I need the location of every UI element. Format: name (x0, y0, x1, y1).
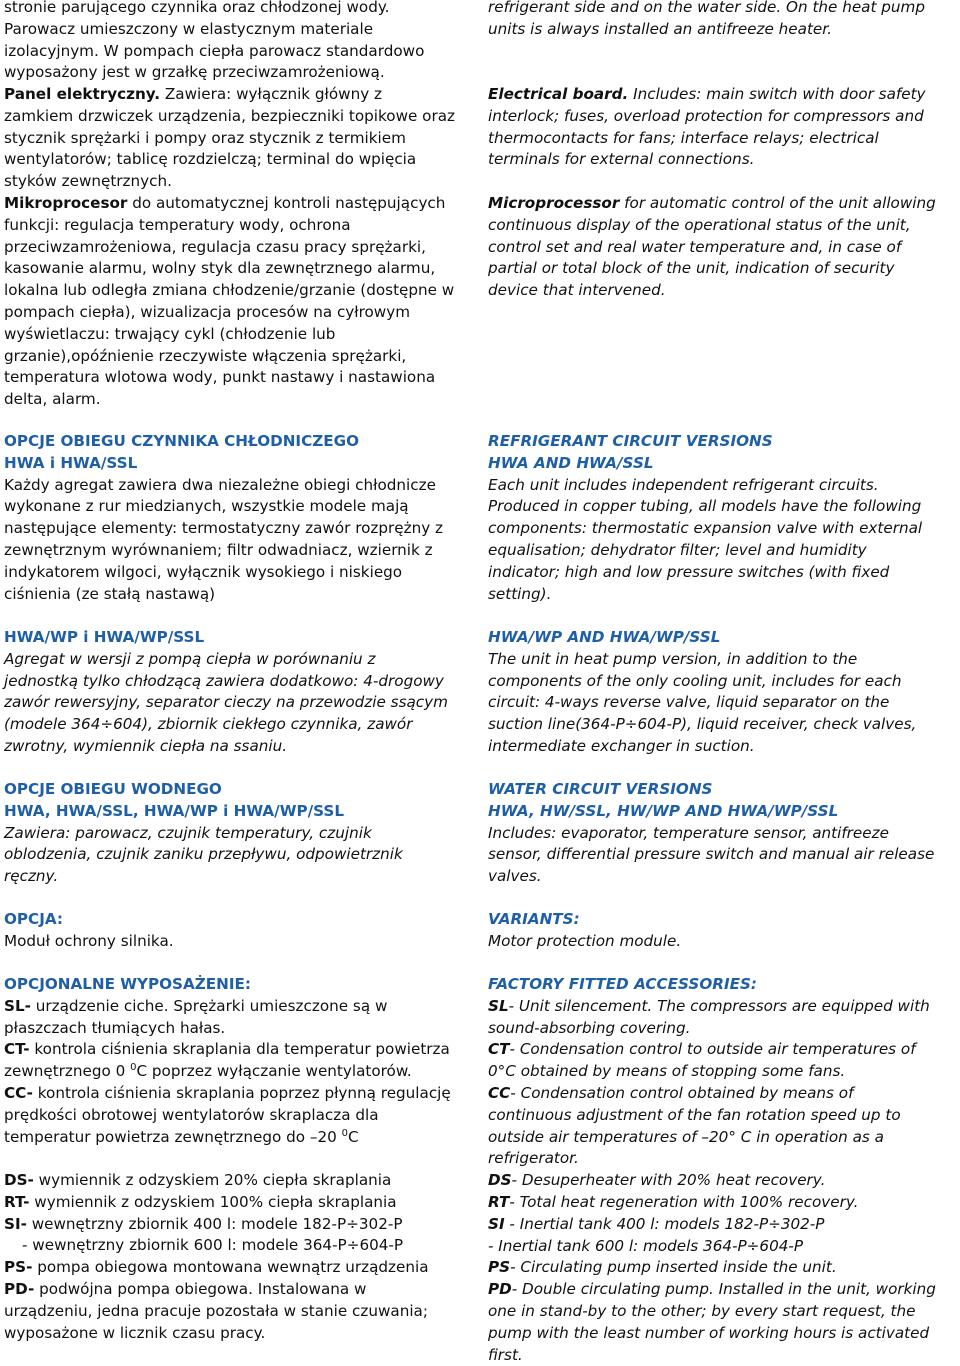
text-line: continuous adjustment of the fan rotation speed up to (488, 1105, 901, 1124)
text-line: (modele 364÷604), zbiornik ciekłego czynnika, zawór (4, 715, 413, 734)
text-line: urządzenie ciche. Sprężarki umieszczone są w (30, 996, 388, 1015)
section-heading: WATER CIRCUIT VERSIONS (488, 780, 713, 798)
section-heading: OPCJONALNE WYPOSAŻENIE: (4, 975, 251, 993)
option-code: SL- (4, 996, 31, 1015)
text-line: wyposażone w licznik czasu pracy. (4, 1323, 266, 1342)
option-section-pl (4, 909, 474, 953)
section-heading: Microprocessor (488, 194, 620, 212)
text-line: - Total heat regeneration with 100% recovery. (509, 1192, 859, 1211)
text-line: następujące elementy: termostatyczny zawór rozprężny z (4, 519, 444, 538)
text-line: pompa obiegowa montowana wewnątrz urządzenia (32, 1258, 429, 1277)
option-code: CT (488, 1040, 510, 1059)
text-line: 0°C obtained by means of stopping some fans. (488, 1062, 846, 1081)
text-line: - Unit silencement. The compressors are equipped with (508, 996, 930, 1015)
text-line: thermocontacts for fans; interface relays; electrical (488, 128, 879, 147)
text-line: C poprzez wyłączanie wentylatorów. (136, 1062, 412, 1081)
text-line: Motor protection module. (488, 931, 682, 950)
text-line: setting). (488, 584, 552, 603)
option-code: RT- (4, 1192, 30, 1211)
text-line: ciśnienia (ze stałą nastawą) (4, 584, 216, 603)
text-line: styków zewnętrznych. (4, 172, 172, 191)
text-line: stronie parującego czynnika oraz chłodzonej wody. (4, 0, 390, 16)
option-code: SI (488, 1214, 505, 1233)
factory-accessories-section-en (488, 974, 954, 1366)
text-line: - Condensation control to outside air temperatures of (509, 1040, 916, 1059)
microprocessor-section-en (488, 193, 954, 302)
text-line: zawór rewersyjny, separator cieczy na przewodzie ssącym (4, 693, 448, 712)
section-heading: Mikroprocesor (4, 194, 128, 212)
section-heading: HWA/WP i HWA/WP/SSL (4, 628, 205, 646)
text-line: equalisation; dehydrator filter; level and humidity (488, 540, 867, 559)
text-line: kasowanie alarmu, wolny styk dla zewnętrznego alarmu, (4, 259, 436, 278)
text-line: indicator; high and low pressure switches (with fixed (488, 562, 890, 581)
text-line: Includes: main switch with door safety (628, 85, 926, 103)
text-line: suction line(364-P÷604-P), liquid receiver, check valves, (488, 715, 917, 734)
text-line: prędkości obrotowej wentylatorów skraplacza dla (4, 1105, 379, 1124)
text-line: terminals for external connections. (488, 150, 755, 169)
section-heading: REFRIGERANT CIRCUIT VERSIONS (488, 432, 773, 450)
text-line: continuous display of the operational status of the unit, (488, 215, 911, 234)
text-line: control set and real water temperature and, in case of (488, 237, 902, 256)
evaporator-intro-pl (4, 0, 474, 84)
text-line: The unit in heat pump version, in addition to the (488, 649, 858, 668)
option-code: CC- (4, 1083, 33, 1102)
water-circuit-section-en (488, 779, 954, 888)
text-line: one in stand-by to the other; by every start request, the (488, 1301, 916, 1320)
text-line: oblodzenia, czujnik zaniku przepływu, odpowietrznik (4, 845, 403, 864)
text-line: sensor, differential pressure switch and manual air release (488, 845, 935, 864)
text-line: Produced in copper tubing, all models have the following (488, 497, 922, 516)
text-line: components of the only cooling unit, includes for each (488, 671, 902, 690)
section-heading: OPCJE OBIEGU WODNEGO (4, 780, 222, 798)
text-line: units is always installed an antifreeze heater. (488, 19, 832, 38)
text-line: - wewnętrzny zbiornik 600 l: modele 364-P÷604-P (22, 1236, 404, 1255)
section-subheading: HWA AND HWA/SSL (488, 453, 654, 472)
section-heading: OPCJE OBIEGU CZYNNIKA CHŁODNICZEGO (4, 432, 359, 450)
refrigerant-circuit-section-en (488, 431, 954, 605)
text-line: Parowacz umieszczony w elastycznym materiale (4, 19, 374, 38)
section-heading: Electrical board. (488, 85, 629, 103)
text-line: kontrola ciśnienia skraplania poprzez płynną regulację (32, 1083, 451, 1102)
text-line: lokalna lub odległa zmiana chłodzenie/grzanie (dostępne w (4, 281, 455, 300)
optional-equipment-list-pl (4, 1170, 474, 1344)
text-line: wyświetlaczu: trwający cykl (chłodzenie lub (4, 324, 336, 343)
option-code: CC (488, 1083, 511, 1102)
text-line: Każdy agregat zawiera dwa niezależne obiegi chłodnicze (4, 475, 436, 494)
option-code: PS (488, 1258, 511, 1277)
text-line: valves. (488, 867, 542, 886)
text-line: refrigerator. (488, 1149, 579, 1168)
text-line: intermediate exchanger in suction. (488, 736, 755, 755)
text-line: - Double circulating pump. Installed in the unit, working (511, 1280, 936, 1299)
text-line: Includes: evaporator, temperature sensor, antifreeze (488, 823, 889, 842)
text-line: temperatur powietrza zewnętrznego do –20 (4, 1127, 342, 1146)
section-heading: VARIANTS: (488, 910, 580, 928)
option-code: SI- (4, 1214, 27, 1233)
text-line: - Circulating pump inserted inside the unit. (510, 1258, 837, 1277)
text-line: - Inertial tank 400 l: models 182-P÷302-P (504, 1214, 825, 1233)
text-line: components: thermostatic expansion valve with external (488, 519, 923, 538)
text-line: partial or total block of the unit, indication of security (488, 259, 895, 278)
heat-pump-section-en (488, 627, 954, 758)
text-line: wymiennik z odzyskiem 100% ciepła skraplania (29, 1192, 397, 1211)
text-line: device that intervened. (488, 281, 666, 300)
section-subheading: HWA i HWA/SSL (4, 453, 138, 472)
option-code: PD- (4, 1279, 35, 1298)
text-line: zewnętrznym wyrównaniem; filtr odwadniacz, wziernik z (4, 540, 433, 559)
text-line: wykonane z rur miedzianych, wszystkie modele mają (4, 497, 409, 516)
option-code: DS- (4, 1171, 34, 1189)
option-code: RT (488, 1192, 510, 1211)
text-line: zamkiem drzwiczek urządzenia, bezpieczniki topikowe oraz (4, 106, 455, 125)
text-line: interlock; fuses, overload protection for compressors and (488, 106, 924, 125)
text-line: - Desuperheater with 20% heat recovery. (511, 1171, 826, 1190)
text-line: circuit: 4-ways reverse valve, liquid separator on the (488, 693, 890, 712)
section-subheading: HWA, HW/SSL, HW/WP AND HWA/WP/SSL (488, 801, 839, 820)
section-heading: HWA/WP AND HWA/WP/SSL (488, 628, 721, 646)
text-line: przeciwzamrożeniowa, regulacja czasu pracy sprężarki, (4, 237, 426, 256)
text-line: płaszczach tłumiących hałas. (4, 1018, 226, 1037)
option-code: CT- (4, 1040, 30, 1059)
text-line: temperatura wlotowa wody, punkt nastawy i nastawiona (4, 368, 436, 387)
refrigerant-circuit-section-pl (4, 431, 474, 605)
microprocessor-section-pl (4, 193, 474, 411)
text-line: grzanie),opóźnienie rzeczywiste włączenia sprężarki, (4, 346, 407, 365)
text-line: first. (488, 1345, 523, 1364)
text-line: refrigerant side and on the water side. On the heat pump (488, 0, 925, 16)
text-line: jednostką tylko chłodzącą zawiera dodatkowo: 4-drogowy (4, 671, 444, 690)
heat-pump-section-pl (4, 627, 474, 758)
text-line: zwrotny, wymiennik ciepła na ssaniu. (4, 736, 288, 755)
text-line: zewnętrznego 0 (4, 1062, 131, 1081)
optional-equipment-section-pl (4, 974, 474, 1148)
text-line: C (348, 1127, 359, 1146)
variants-section-en (488, 909, 954, 953)
text-line: stycznik sprężarki i pompy oraz stycznik z termikiem (4, 128, 406, 147)
text-line: - Condensation control obtained by means of (510, 1083, 854, 1102)
text-line: wewnętrzny zbiornik 400 l: modele 182-P÷302-P (26, 1214, 403, 1233)
section-heading: Panel elektryczny. (4, 85, 161, 103)
text-line: do automatycznej kontroli następujących (127, 194, 446, 212)
section-heading: FACTORY FITTED ACCESSORIES: (488, 975, 757, 993)
text-line: outside air temperatures of –20° C in operation as a (488, 1127, 884, 1146)
text-line: for automatic control of the unit allowing (619, 194, 936, 212)
text-line: Zawiera: parowacz, czujnik temperatury, czujnik (4, 823, 372, 842)
option-code: SL (488, 996, 509, 1015)
text-line: Each unit includes independent refrigerant circuits. (488, 475, 879, 494)
text-line: urządzeniu, jedna pracuje pozostała w stanie czuwania; (4, 1301, 428, 1320)
text-line: indykatorem wilgoci, wyłącznik wysokiego i niskiego (4, 562, 403, 581)
superscript: 0 (341, 1127, 348, 1139)
text-line: ręczny. (4, 867, 59, 886)
superscript: 0 (130, 1062, 137, 1074)
text-line: wymiennik z odzyskiem 20% ciepła skraplania (33, 1171, 392, 1189)
text-line: pump with the least number of working hours is activated (488, 1323, 930, 1342)
text-line: podwójna pompa obiegowa. Instalowana w (34, 1279, 367, 1298)
option-code: DS (488, 1171, 512, 1190)
water-circuit-section-pl (4, 779, 474, 888)
text-line: wentylatorów; tablicę rozdzielczą; terminal do wpięcia (4, 150, 417, 169)
text-line: - Inertial tank 600 l: models 364-P÷604-P (488, 1236, 804, 1255)
text-line: sound-absorbing covering. (488, 1018, 691, 1037)
text-line: pompach ciepła), wizualizacja procesów na cyłrowym (4, 302, 411, 321)
text-line: Moduł ochrony silnika. (4, 931, 174, 950)
electrical-panel-section-pl (4, 84, 474, 193)
text-line: kontrola ciśnienia skraplania dla temperatur powietrza (29, 1040, 450, 1059)
text-line: Zawiera: wyłącznik główny z (160, 85, 383, 103)
electrical-board-section-en (488, 84, 954, 171)
text-line: izolacyjnym. W pompach ciepła parowacz standardowo (4, 41, 425, 60)
option-code: PS- (4, 1258, 33, 1277)
text-line: Agregat w wersji z pompą ciepła w porównaniu z (4, 649, 376, 668)
text-line: funkcji: regulacja temperatury wody, ochrona (4, 215, 351, 234)
option-code: PD (488, 1280, 512, 1299)
text-line: wyposażony jest w grzałkę przeciwzamrożeniową. (4, 63, 385, 82)
evaporator-intro-en (488, 0, 954, 41)
section-subheading: HWA, HWA/SSL, HWA/WP i HWA/WP/SSL (4, 801, 345, 820)
section-heading: OPCJA: (4, 910, 63, 928)
text-line: delta, alarm. (4, 390, 101, 409)
